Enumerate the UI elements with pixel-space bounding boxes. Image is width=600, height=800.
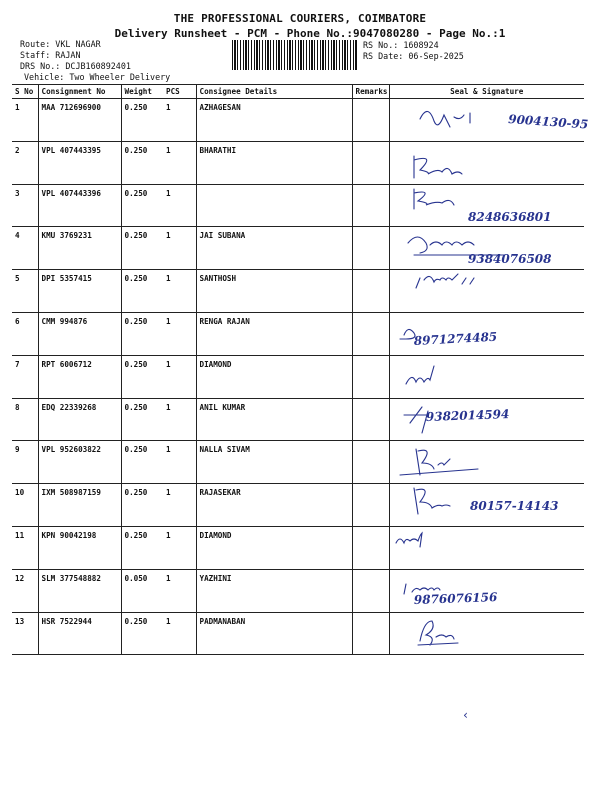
table-row	[12, 270, 584, 313]
table-row	[12, 441, 584, 484]
cell-consignment: HSR 7522944	[38, 612, 121, 655]
signature-stroke	[400, 449, 478, 475]
route-label: Route: VKL NAGAR	[20, 39, 101, 49]
cell-seal-signature	[389, 398, 584, 441]
signature-stroke	[414, 488, 450, 514]
col-header-pcs: PCS	[163, 85, 196, 99]
cell-pcs: 1	[163, 227, 196, 270]
cell-consignment: VPL 407443396	[38, 184, 121, 227]
cell-sno: 1	[12, 99, 38, 142]
cell-pcs: 1	[163, 355, 196, 398]
cell-consignee: DIAMOND	[196, 355, 352, 398]
cell-remarks	[352, 141, 389, 184]
stray-pen-mark: ‹	[462, 708, 470, 722]
cell-pcs: 1	[163, 184, 196, 227]
col-header-remarks: Remarks	[352, 85, 389, 99]
col-header-consignee: Consignee Details	[196, 85, 352, 99]
cell-seal-signature	[389, 141, 584, 184]
cell-weight: 0.250	[121, 270, 163, 313]
table-row	[12, 355, 584, 398]
cell-consignee: NALLA SIVAM	[196, 441, 352, 484]
table-header-row	[12, 85, 584, 99]
cell-consignee: AZHAGESAN	[196, 99, 352, 142]
table-row	[12, 526, 584, 569]
cell-consignment: KMU 3769231	[38, 227, 121, 270]
cell-weight: 0.250	[121, 612, 163, 655]
cell-sno: 5	[12, 270, 38, 313]
runsheet-title: Delivery Runsheet - PCM - Phone No.:9047080280 - Page No.:1	[114, 27, 506, 40]
cell-sno: 10	[12, 484, 38, 527]
handwritten-signature	[390, 270, 600, 312]
cell-weight: 0.250	[121, 355, 163, 398]
handwritten-phone-number: 80157-14143	[469, 499, 558, 514]
cell-remarks	[352, 526, 389, 569]
cell-remarks	[352, 227, 389, 270]
cell-sno: 8	[12, 398, 38, 441]
cell-seal-signature	[389, 526, 584, 569]
cell-consignee: SANTHOSH	[196, 270, 352, 313]
cell-consignment: RPT 6006712	[38, 355, 121, 398]
cell-sno: 12	[12, 569, 38, 612]
cell-pcs: 1	[163, 441, 196, 484]
cell-sno: 13	[12, 612, 38, 655]
table-row	[12, 398, 584, 441]
table-row	[12, 569, 584, 612]
cell-consignment: MAA 712696900	[38, 99, 121, 142]
handwritten-signature	[390, 527, 600, 569]
cell-seal-signature	[389, 184, 584, 227]
cell-pcs: 1	[163, 99, 196, 142]
handwritten-signature	[390, 185, 600, 227]
cell-remarks	[352, 184, 389, 227]
table-row	[12, 184, 584, 227]
cell-remarks	[352, 270, 389, 313]
handwritten-signature	[390, 484, 600, 526]
cell-pcs: 1	[163, 612, 196, 655]
cell-consignee: RENGA RAJAN	[196, 312, 352, 355]
cell-weight: 0.250	[121, 441, 163, 484]
handwritten-phone-number: 9004130-95	[507, 112, 589, 132]
signature-stroke	[414, 189, 454, 209]
company-title: THE PROFESSIONAL COURIERS, COIMBATORE	[173, 12, 427, 25]
cell-sno: 9	[12, 441, 38, 484]
cell-weight: 0.250	[121, 398, 163, 441]
table-row	[12, 312, 584, 355]
cell-consignment: VPL 952603822	[38, 441, 121, 484]
cell-consignee: JAI SUBANA	[196, 227, 352, 270]
handwritten-signature	[390, 356, 600, 398]
cell-consignee: DIAMOND	[196, 526, 352, 569]
cell-weight: 0.250	[121, 526, 163, 569]
handwritten-signature	[390, 570, 600, 612]
signature-stroke	[396, 533, 422, 547]
cell-weight: 0.250	[121, 312, 163, 355]
cell-remarks	[352, 99, 389, 142]
cell-consignee: BHARATHI	[196, 141, 352, 184]
handwritten-signature	[390, 399, 600, 441]
cell-weight: 0.050	[121, 569, 163, 612]
rs-number: RS No.: 1608924	[363, 40, 439, 50]
cell-remarks	[352, 569, 389, 612]
handwritten-phone-number: 8248636801	[467, 209, 551, 224]
signature-stroke	[416, 274, 474, 288]
cell-seal-signature	[389, 355, 584, 398]
cell-pcs: 1	[163, 312, 196, 355]
cell-remarks	[352, 484, 389, 527]
table-row	[12, 484, 584, 527]
col-header-seal: Seal & Signature	[389, 85, 584, 99]
cell-consignee: RAJASEKAR	[196, 484, 352, 527]
cell-pcs: 1	[163, 141, 196, 184]
cell-weight: 0.250	[121, 184, 163, 227]
handwritten-phone-number: 9382014594	[425, 406, 510, 424]
cell-remarks	[352, 355, 389, 398]
col-header-weight: Weight	[121, 85, 163, 99]
handwritten-phone-number: 9384076508	[467, 252, 551, 267]
cell-consignee: PADMANABAN	[196, 612, 352, 655]
cell-consignment: IXM 508987159	[38, 484, 121, 527]
staff-label: Staff: RAJAN	[20, 50, 81, 60]
cell-sno: 7	[12, 355, 38, 398]
cell-pcs: 1	[163, 270, 196, 313]
cell-consignee: YAZHINI	[196, 569, 352, 612]
vehicle-label: Vehicle: Two Wheeler Delivery	[24, 72, 171, 82]
cell-remarks	[352, 441, 389, 484]
cell-seal-signature	[389, 569, 584, 612]
table-row	[12, 99, 584, 142]
handwritten-phone-number: 9876076156	[413, 589, 498, 607]
handwritten-signature	[390, 227, 600, 269]
cell-pcs: 1	[163, 526, 196, 569]
cell-consignment: CMM 994876	[38, 312, 121, 355]
signature-stroke	[414, 156, 462, 178]
cell-consignment: DPI 5357415	[38, 270, 121, 313]
col-header-sno: S No	[12, 85, 38, 99]
cell-pcs: 1	[163, 398, 196, 441]
cell-seal-signature	[389, 227, 584, 270]
rs-date: RS Date: 06-Sep-2025	[363, 51, 464, 61]
handwritten-signature	[390, 99, 600, 141]
handwritten-signature	[390, 313, 600, 355]
drs-number: DRS No.: DCJB160892401	[20, 61, 131, 71]
cell-consignee: ANIL KUMAR	[196, 398, 352, 441]
cell-remarks	[352, 312, 389, 355]
cell-sno: 4	[12, 227, 38, 270]
barcode-image	[232, 40, 358, 70]
cell-weight: 0.250	[121, 227, 163, 270]
signature-stroke	[406, 366, 434, 384]
cell-consignee	[196, 184, 352, 227]
cell-sno: 3	[12, 184, 38, 227]
cell-seal-signature	[389, 441, 584, 484]
cell-weight: 0.250	[121, 99, 163, 142]
cell-weight: 0.250	[121, 484, 163, 527]
cell-consignment: EDQ 22339268	[38, 398, 121, 441]
handwritten-phone-number: 8971274485	[412, 329, 498, 348]
cell-remarks	[352, 612, 389, 655]
cell-pcs: 1	[163, 569, 196, 612]
cell-seal-signature	[389, 99, 589, 142]
col-header-consignment: Consignment No	[38, 85, 121, 99]
cell-remarks	[352, 398, 389, 441]
signature-stroke	[418, 621, 458, 645]
table-row	[12, 612, 584, 655]
cell-consignment: VPL 407443395	[38, 141, 121, 184]
handwritten-signature	[390, 441, 600, 483]
cell-weight: 0.250	[121, 141, 163, 184]
table-row	[12, 141, 584, 184]
cell-seal-signature	[389, 270, 584, 313]
signature-stroke	[420, 111, 470, 127]
cell-seal-signature	[389, 612, 584, 655]
cell-seal-signature	[389, 312, 584, 355]
cell-sno: 2	[12, 141, 38, 184]
cell-seal-signature	[389, 484, 584, 527]
cell-sno: 11	[12, 526, 38, 569]
handwritten-signature	[390, 613, 600, 655]
handwritten-signature	[390, 142, 600, 184]
cell-sno: 6	[12, 312, 38, 355]
signature-stroke	[404, 407, 428, 433]
cell-consignment: SLM 377548882	[38, 569, 121, 612]
cell-pcs: 1	[163, 484, 196, 527]
table-row	[12, 227, 584, 270]
runsheet-table	[12, 84, 589, 655]
cell-consignment: KPN 90042198	[38, 526, 121, 569]
